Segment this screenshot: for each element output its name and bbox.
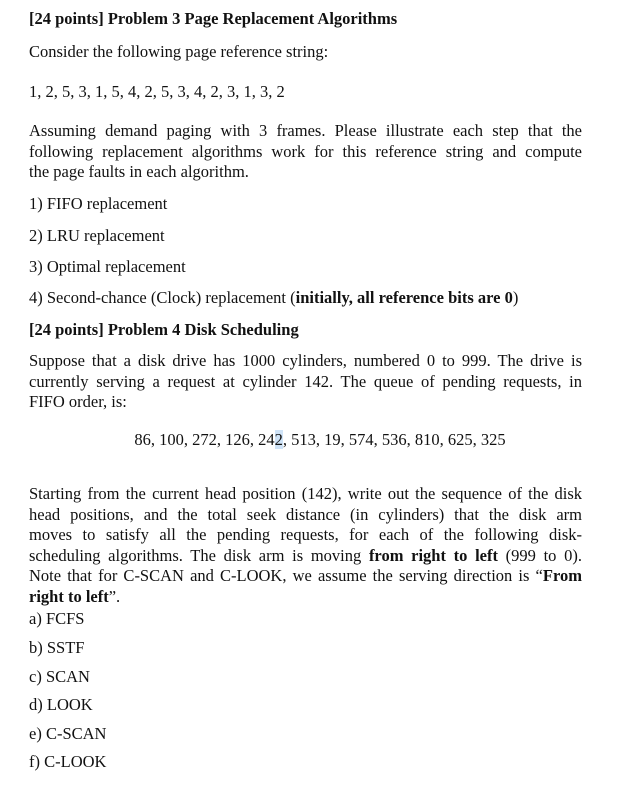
- cscan-note: Note that for C-SCAN and C-LOOK, we assume the serving direction is “: [29, 566, 543, 585]
- direction-text: scheduling algorithms. The disk arm is moving: [29, 545, 362, 565]
- reference-string: 1, 2, 5, 3, 1, 5, 4, 2, 5, 3, 4, 2, 3, 1, 3, 2: [29, 82, 285, 101]
- lru-item: 2) LRU replacement: [29, 226, 165, 245]
- problem4-paragraph2: [29, 484, 582, 607]
- problem4-paragraph-line: [29, 587, 582, 608]
- problem4-paragraph-line: [29, 546, 582, 567]
- request-queue-end: , 513, 19, 574, 536, 810, 625, 325: [282, 430, 506, 449]
- option-scan: c) SCAN: [29, 667, 90, 686]
- direction-bold: from right to left: [368, 545, 498, 565]
- option-look: d) LOOK: [29, 695, 93, 714]
- option-clook: f) C-LOOK: [29, 752, 107, 771]
- clock-item-prefix: 4) Second-chance (Clock) replacement (: [29, 288, 296, 307]
- problem4-paragraph-line: moves to satisfy all the pending requests, for each of the following disk-: [29, 525, 582, 544]
- fifo-item: 1) FIFO replacement: [29, 194, 168, 213]
- option-sstf: b) SSTF: [29, 638, 85, 657]
- clock-item-note: initially, all reference bits are 0: [295, 288, 513, 307]
- clock-item: [29, 288, 582, 308]
- problem3-intro: Consider the following page reference string:: [29, 42, 329, 61]
- cscan-note-bold-end: right to left: [29, 586, 109, 606]
- problem3-paragraph-line: the page faults in each algorithm.: [29, 162, 249, 181]
- option-cscan: e) C-SCAN: [29, 724, 107, 743]
- problem3-paragraph: [29, 121, 582, 183]
- cscan-note-bold: From: [542, 566, 582, 585]
- problem4-paragraph-line: currently serving a request at cylinder 142. The queue of pending requests, in: [29, 371, 582, 391]
- direction-range: (999 to 0).: [505, 545, 582, 565]
- problem3-paragraph-line: following replacement algorithms work for this reference string and compute: [29, 141, 582, 161]
- problem4-paragraph-line: [29, 566, 582, 587]
- problem4-paragraph1: [29, 351, 582, 413]
- problem4-heading: [24 points] Problem 4 Disk Scheduling: [29, 320, 299, 339]
- optimal-item: 3) Optimal replacement: [29, 257, 186, 276]
- problem3-paragraph-line: Assuming demand paging with 3 frames. Please illustrate each step that the: [29, 121, 582, 140]
- problem4-paragraph-line: Starting from the current head position (142), write out the sequence of the disk: [29, 484, 582, 503]
- clock-item-suffix: ): [512, 288, 519, 307]
- problem4-paragraph-line: Suppose that a disk drive has 1000 cylinders, numbered 0 to 999. The drive is: [29, 351, 582, 370]
- request-queue: [0, 430, 640, 450]
- problem3-heading: [24 points] Problem 3 Page Replacement Algorithms: [29, 9, 398, 28]
- text-selection-highlight[interactable]: 2: [274, 430, 283, 449]
- problem4-paragraph-line: head positions, and the total seek distance (in cylinders) that the disk arm: [29, 504, 582, 524]
- cscan-note-end: ”.: [108, 586, 121, 606]
- option-fcfs: a) FCFS: [29, 609, 85, 628]
- problem4-paragraph-line: FIFO order, is:: [29, 392, 127, 411]
- request-queue-start: 86, 100, 272, 126, 24: [134, 430, 275, 449]
